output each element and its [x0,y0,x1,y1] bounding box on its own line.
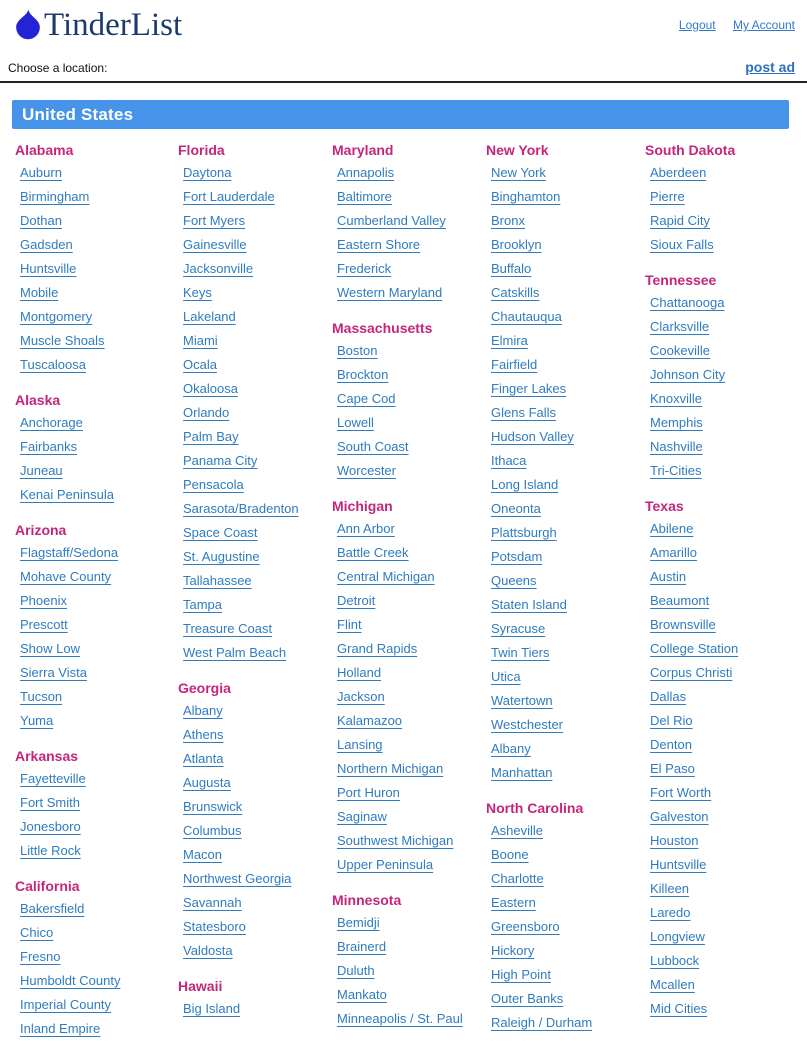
city-link[interactable]: Macon [183,847,223,862]
state-header: Alabama [15,142,74,158]
city-link[interactable]: Holland [337,665,382,680]
state-block [645,136,807,257]
city-link[interactable]: Huntsville [20,261,77,276]
city-link[interactable]: High Point [491,967,551,982]
toolbar [0,54,807,83]
city-link[interactable]: Amarillo [650,545,697,560]
state-block [15,136,178,377]
city-link[interactable]: Western Maryland [337,285,443,300]
state-block [178,136,332,665]
state-header: New York [486,142,549,158]
city-link[interactable]: Orlando [183,405,230,420]
city-link[interactable]: Jackson [337,689,385,704]
city-link[interactable]: Brainerd [337,939,387,954]
city-link[interactable]: Watertown [491,693,553,708]
logout-link[interactable]: Logout [678,18,716,32]
city-link[interactable]: Savannah [183,895,242,910]
city-link[interactable]: Fairbanks [20,439,78,454]
city-link[interactable]: Cumberland Valley [337,213,446,228]
city-link[interactable]: Mcallen [650,977,695,992]
state-block [178,972,332,1021]
city-link[interactable]: Southwest Michigan [337,833,454,848]
city-link[interactable]: Sioux Falls [650,237,714,252]
city-link[interactable]: Buffalo [491,261,532,276]
city-link[interactable]: Lansing [337,737,383,752]
city-link[interactable]: Northwest Georgia [183,871,292,886]
state-header: California [15,878,80,894]
city-link[interactable]: South Coast [337,439,409,454]
city-link[interactable]: Anchorage [20,415,83,430]
city-link[interactable]: Gainesville [183,237,247,252]
state-block [332,314,486,483]
city-link[interactable]: Dothan [20,213,62,228]
state-header: Alaska [15,392,61,408]
location-columns [0,129,807,1050]
city-link[interactable]: Potsdam [491,549,543,564]
city-link[interactable]: Northern Michigan [337,761,444,776]
city-link[interactable]: Utica [491,669,521,684]
city-link[interactable]: Mid Cities [650,1001,708,1016]
city-link[interactable]: Jacksonville [183,261,254,276]
city-link[interactable]: Chautauqua [491,309,562,324]
state-header: South Dakota [645,142,736,158]
city-link[interactable]: Sierra Vista [20,665,87,680]
city-link[interactable]: Yuma [20,713,54,728]
city-link[interactable]: Phoenix [20,593,67,608]
city-link[interactable]: Fort Lauderdale [183,189,275,204]
city-link[interactable]: Tallahassee [183,573,252,588]
state-header: Georgia [178,680,231,696]
city-link[interactable]: Duluth [337,963,375,978]
city-link[interactable]: Annapolis [337,165,395,180]
city-link[interactable]: Brooklyn [491,237,542,252]
location-column-2 [178,136,332,1050]
city-link[interactable]: Brockton [337,367,389,382]
city-link[interactable]: Inland Empire [20,1021,101,1036]
city-link[interactable]: Pensacola [183,477,244,492]
city-link[interactable]: Knoxville [650,391,703,406]
city-link[interactable]: Lowell [337,415,374,430]
city-link[interactable]: Chattanooga [650,295,725,310]
city-link[interactable]: Corpus Christi [650,665,733,680]
city-link[interactable]: Laredo [650,905,691,920]
country-banner-title: United States [22,104,134,124]
city-link[interactable]: Albany [491,741,531,756]
city-link[interactable]: Rapid City [650,213,710,228]
city-link[interactable]: Augusta [183,775,231,790]
city-link[interactable]: Okaloosa [183,381,238,396]
city-link[interactable]: Ithaca [491,453,527,468]
city-link[interactable]: Little Rock [20,843,81,858]
city-link[interactable]: Denton [650,737,692,752]
city-link[interactable]: Mobile [20,285,59,300]
city-link[interactable]: Fayetteville [20,771,86,786]
state-header: North Carolina [486,800,584,816]
state-block [15,386,178,507]
city-link[interactable]: Oneonta [491,501,541,516]
city-link[interactable]: Juneau [20,463,63,478]
city-link[interactable]: Port Huron [337,785,400,800]
city-link[interactable]: Elmira [491,333,528,348]
city-link[interactable]: Nashville [650,439,703,454]
city-link[interactable]: Queens [491,573,537,588]
location-column-4 [486,136,645,1050]
city-link[interactable]: Cape Cod [337,391,396,406]
city-link[interactable]: Minneapolis / St. Paul [337,1011,463,1026]
city-link[interactable]: Longview [650,929,705,944]
city-link[interactable]: Bronx [491,213,525,228]
state-header: Arkansas [15,748,79,764]
city-link[interactable]: New York [491,165,546,180]
city-link[interactable]: Saginaw [337,809,387,824]
state-header: Maryland [332,142,394,158]
city-link[interactable]: Flagstaff/Sedona [20,545,119,560]
city-link[interactable]: Daytona [183,165,232,180]
city-link[interactable]: Brownsville [650,617,716,632]
city-link[interactable]: Detroit [337,593,376,608]
city-link[interactable]: Cookeville [650,343,710,358]
city-link[interactable]: Staten Island [491,597,567,612]
city-link[interactable]: Baltimore [337,189,392,204]
post-ad-link[interactable]: post ad [745,59,795,75]
location-column-5 [645,136,807,1050]
city-link[interactable]: Humboldt County [20,973,121,988]
city-link[interactable]: Upper Peninsula [337,857,434,872]
city-link[interactable]: Tri-Cities [650,463,702,478]
city-link[interactable]: Frederick [337,261,392,276]
city-link[interactable]: Palm Bay [183,429,239,444]
location-column-3 [332,136,486,1050]
city-link[interactable]: Raleigh / Durham [491,1015,593,1030]
city-link[interactable]: Imperial County [20,997,112,1012]
city-link[interactable]: Battle Creek [337,545,409,560]
state-block [15,872,178,1041]
state-block [645,266,807,483]
city-link[interactable]: Hudson Valley [491,429,574,444]
city-link[interactable]: Boston [337,343,378,358]
city-link[interactable]: St. Augustine [183,549,260,564]
state-header: Michigan [332,498,393,514]
city-link[interactable]: Miami [183,333,218,348]
city-link[interactable]: Atlanta [183,751,224,766]
state-header: Tennessee [645,272,717,288]
city-link[interactable]: Jonesboro [20,819,81,834]
city-link[interactable]: Tuscaloosa [20,357,86,372]
state-block [332,136,486,305]
state-header: Hawaii [178,978,223,994]
city-link[interactable]: Muscle Shoals [20,333,105,348]
city-link[interactable]: Central Michigan [337,569,435,584]
state-block [486,136,645,785]
state-header: Minnesota [332,892,402,908]
city-link[interactable]: Outer Banks [491,991,564,1006]
city-link[interactable]: Albany [183,703,223,718]
city-link[interactable]: Abilene [650,521,694,536]
state-block [332,886,486,1031]
city-link[interactable]: Eastern Shore [337,237,421,252]
city-link[interactable]: Asheville [491,823,544,838]
city-link[interactable]: Memphis [650,415,703,430]
flame-icon [14,8,42,42]
city-link[interactable]: Galveston [650,809,709,824]
city-link[interactable]: Del Rio [650,713,693,728]
location-column-1 [15,136,178,1050]
top-links [665,8,795,32]
choose-location-label: Choose a location: [8,61,108,75]
city-link[interactable]: Long Island [491,477,559,492]
city-link[interactable]: Flint [337,617,362,632]
city-link[interactable]: Space Coast [183,525,258,540]
city-link[interactable]: Plattsburgh [491,525,557,540]
city-link[interactable]: Fresno [20,949,61,964]
state-block [486,794,645,1035]
city-link[interactable]: Show Low [20,641,80,656]
city-link[interactable]: Grand Rapids [337,641,418,656]
city-link[interactable]: Mankato [337,987,387,1002]
city-link[interactable]: Columbus [183,823,242,838]
city-link[interactable]: Prescott [20,617,68,632]
city-link[interactable]: Houston [650,833,699,848]
state-header: Texas [645,498,684,514]
city-link[interactable]: Bakersfield [20,901,85,916]
city-link[interactable]: Mohave County [20,569,112,584]
city-link[interactable]: Pierre [650,189,685,204]
city-link[interactable]: Austin [650,569,687,584]
city-link[interactable]: Greensboro [491,919,560,934]
state-block [645,492,807,1021]
city-link[interactable]: Westchester [491,717,564,732]
city-link[interactable]: Kalamazoo [337,713,403,728]
city-link[interactable]: Clarksville [650,319,710,334]
city-link[interactable]: Syracuse [491,621,546,636]
city-link[interactable]: Hickory [491,943,535,958]
city-link[interactable]: El Paso [650,761,695,776]
my-account-link[interactable]: My Account [732,18,795,32]
city-link[interactable]: Lakeland [183,309,236,324]
city-link[interactable]: Huntsville [650,857,707,872]
city-link[interactable]: Keys [183,285,212,300]
city-link[interactable]: Dallas [650,689,687,704]
logo[interactable] [14,8,182,42]
city-link[interactable]: Aberdeen [650,165,707,180]
city-link[interactable]: Killeen [650,881,690,896]
city-link[interactable]: Valdosta [183,943,233,958]
city-link[interactable]: West Palm Beach [183,645,287,660]
city-link[interactable]: Montgomery [20,309,93,324]
city-link[interactable]: Auburn [20,165,62,180]
city-link[interactable]: Beaumont [650,593,710,608]
city-link[interactable]: Ocala [183,357,217,372]
city-link[interactable]: Worcester [337,463,396,478]
city-link[interactable]: Birmingham [20,189,90,204]
state-header: Arizona [15,522,67,538]
city-link[interactable]: Brunswick [183,799,243,814]
city-link[interactable]: Eastern [491,895,536,910]
city-link[interactable]: Catskills [491,285,540,300]
city-link[interactable]: Kenai Peninsula [20,487,114,502]
state-header: Massachusetts [332,320,433,336]
city-link[interactable]: Bemidji [337,915,380,930]
city-link[interactable]: Statesboro [183,919,246,934]
city-link[interactable]: Big Island [183,1001,241,1016]
city-link[interactable]: Fairfield [491,357,538,372]
logo-text: TinderList [44,6,183,43]
city-link[interactable]: Ann Arbor [337,521,395,536]
city-link[interactable]: Tucson [20,689,63,704]
city-link[interactable]: Johnson City [650,367,726,382]
city-link[interactable]: Tampa [183,597,223,612]
city-link[interactable]: Manhattan [491,765,553,780]
city-link[interactable]: College Station [650,641,739,656]
city-link[interactable]: Twin Tiers [491,645,550,660]
state-block [15,516,178,733]
country-banner [12,100,789,129]
city-link[interactable]: Finger Lakes [491,381,567,396]
state-block [15,742,178,863]
city-link[interactable]: Boone [491,847,529,862]
city-link[interactable]: Fort Myers [183,213,246,228]
city-link[interactable]: Sarasota/Bradenton [183,501,299,516]
city-link[interactable]: Panama City [183,453,258,468]
city-link[interactable]: Chico [20,925,54,940]
state-header: Florida [178,142,225,158]
city-link[interactable]: Binghamton [491,189,561,204]
city-link[interactable]: Fort Worth [650,785,712,800]
city-link[interactable]: Glens Falls [491,405,557,420]
city-link[interactable]: Fort Smith [20,795,80,810]
city-link[interactable]: Lubbock [650,953,700,968]
city-link[interactable]: Gadsden [20,237,73,252]
city-link[interactable]: Treasure Coast [183,621,273,636]
site-header [0,0,807,54]
city-link[interactable]: Charlotte [491,871,544,886]
city-link[interactable]: Athens [183,727,224,742]
state-block [178,674,332,963]
state-block [332,492,486,877]
